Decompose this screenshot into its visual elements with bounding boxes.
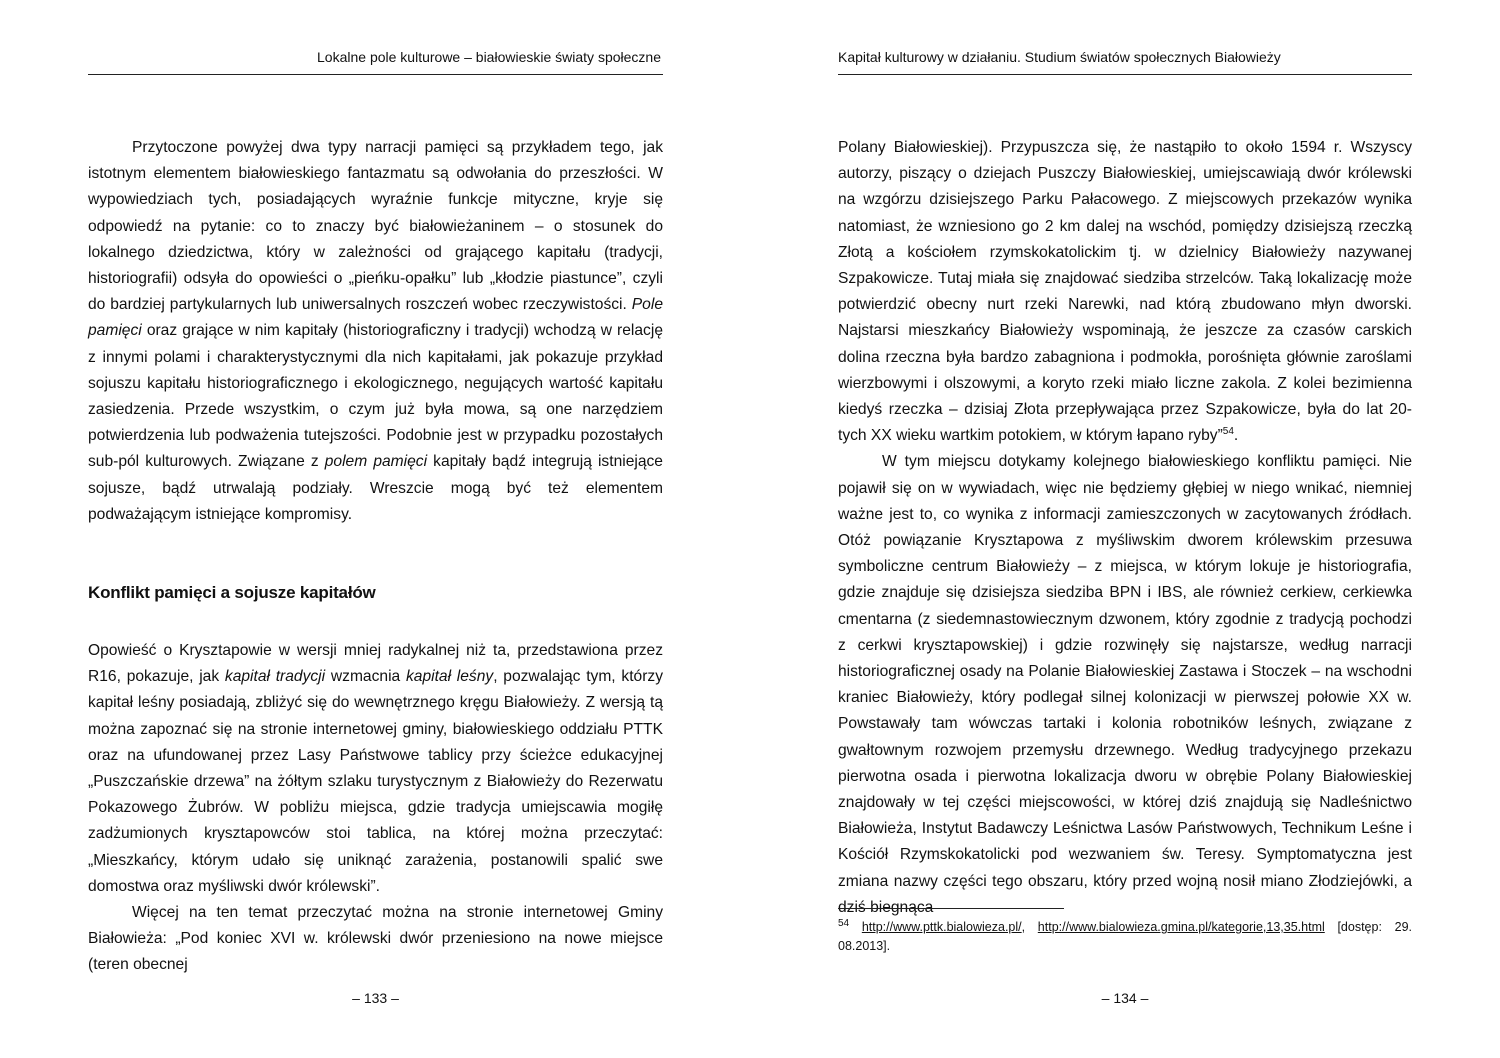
right-body-text [838,135,1412,921]
footnote-number: 54 [838,917,850,929]
footnote-link-gmina[interactable]: http://www.bialowieza.gmina.pl/kategorie,13,35.html [1037,920,1325,934]
footnote-link-pttk[interactable]: http://www.pttk.bialowieza.pl/ [861,920,1022,934]
left-page [88,0,663,1058]
left-paragraph-1: Przytoczone powyżej dwa typy narracji pamięci są przykładem tego, jak istotnym elementem białowieskiego fantazmatu są odwołania do przeszłości. W wypowiedziach tych, posiadających wyraźnie funkcje mityczne, kryje się odpowiedź na pytanie: co to znaczy być białowieżaninem – o stosunek do lokalnego dziedzictwa, który w zależności od grającego kapitału (tradycji, historiografii) odsyła do opowieści o „pieńku-opałku” lub „kłodzie piastunce”, czyli do bardziej partykularnych lub uniwersalnych roszczeń wobec rzeczywistości. Pole pamięci oraz grające w nim kapitały (historiograficzny i tradycji) wchodzą w relację z innymi polami i charakterystycznymi dla nich kapitałami, jak pokazuje przykład sojuszu kapitału historiograficznego i ekologicznego, negujących wartość kapitału zasiedzenia. Przede wszystkim, o czym już była mowa, są one narzędziem potwierdzenia lub podważenia tutejszości. Podobnie jest w przypadku pozostałych sub-pól kulturowych. Związane z polem pamięci kapitały bądź integrują istniejące sojusze, bądź utrwalają podziały. Wreszcie mogą być też elementem podważającym istniejące kompromisy. [88,139,663,523]
footnote-reference[interactable]: 54 [1222,426,1234,438]
right-paragraph-1: Polany Białowieskiej). Przypuszcza się, że nastąpiło to około 1594 r. Wszyscy autorzy, piszący o dziejach Puszczy Białowieskiej, umiejscawiają dwór królewski na wzgórzu dzisiejszego Parku Pałacowego. Z miejscowych przekazów wynika natomiast, że wzniesiono go 2 km dalej na wschód, pomiędzy dzisiejszą rzeczką Złotą a kościołem rzymskokatolickim tj. w dzielnicy Białowieży nazywanej Szpakowicze. Tutaj miała się znajdować siedziba strzelców. Taką lokalizację może potwierdzić obecny nurt rzeki Narewki, nad którą zbudowano młyn dworski. Najstarsi mieszkańcy Białowieży wspominają, że jeszcze za czasów carskich dolina rzeczna była bardzo zabagniona i podmokła, porośnięta głównie zaroślami wierzbowymi i olszowymi, a koryto rzeki miało liczne zakola. Z kolei bezimienna kiedyś rzeczka – dzisiaj Złota przepływająca przez Szpakowicze, była do lat 20-tych XX wieku wartkim potokiem, w którym łapano ryby”$^{54}$. [838,139,1412,445]
section-heading: Konflikt pamięci a sojusze kapitałów [88,583,376,603]
footnote: $^{54}$ http://www.pttk.bialowieza.pl/, http://www.bialowieza.gmina.pl/kategorie,13,35.html [dostęp: 29. 08.2013]. [838,917,1412,953]
right-page [838,0,1412,1058]
running-head-right: Kapitał kulturowy w działaniu. Studium światów społecznych Białowieży [838,48,1412,75]
running-head-left: Lokalne pole kulturowe – białowieskie światy społeczne [88,48,663,75]
left-paragraph-2: Opowieść o Krysztapowie w wersji mniej radykalnej niż ta, przedstawiona przez R16, pokazuje, jak kapitał tradycji wzmacnia kapitał leśny, pozwalając tym, którzy kapitał leśny posiadają, zbliżyć się do wewnętrznego kręgu Białowieży. Z wersją tą można zapoznać się na stronie internetowej gminy, białowieskiego oddziału PTTK oraz na ufundowanej przez Lasy Państwowe tablicy przy ścieżce edukacyjnej „Puszczańskie drzewa” na żółtym szlaku turystycznym z Białowieży do Rezerwatu Pokazowego Żubrów. W pobliżu miejsca, gdzie tradycja umiejscawia mogiłę zadżumionych krysztapowców stoi tablica, na której można przeczytać: „Mieszkańcy, którym udało się uniknąć zarażenia, postanowili spalić swe domostwa oraz myśliwski dwór królewski”. [88,642,663,895]
right-paragraph-2: W tym miejscu dotykamy kolejnego białowieskiego konfliktu pamięci. Nie pojawił się on w wywiadach, więc nie będziemy głębiej w niego wnikać, niemniej ważne jest to, co wynika z informacji zamieszczonych w zacytowanych źródłach. Otóż powiązanie Krysztapowa z myśliwskim dworem królewskim przesuwa symboliczne centrum Białowieży – z miejsca, w którym lokuje je historiografia, gdzie znajduje się dzisiejsza siedziba BPN i IBS, ale również cerkiew, cerkiewka cmentarna (z siedemnastowiecznym dzwonem, który zgodnie z tradycją pochodzi z cerkwi krysztapowskiej) i gdzie rozwinęły się najstarsze, według narracji historiograficznej osady na Polanie Białowieskiej Zastawa i Stoczek – na wschodni kraniec Białowieży, który podlegał silnej kolonizacji w pierwszej połowie XX w. Powstawały tam wówczas tartaki i kolonia robotników leśnych, związane z gwałtownym rozwojem przemysłu drzewnego. Według tradycyjnego przekazu pierwotna osada i pierwotna lokalizacja dworu w obrębie Polany Białowieskiej znajdowały w tej części miejscowości, w której dziś znajdują się Nadleśnictwo Białowieża, Instytut Badawczy Leśnictwa Lasów Państwowych, Technikum Leśne i Kościół Rzymskokatolicki pod wezwaniem św. Teresy. Symptomatyczna jest zmiana nazwy części tego obszaru, który przed wojną nosił miano Złodziejówki, a dziś biegnąca [838,453,1412,916]
left-paragraph-3: Więcej na ten temat przeczytać można na stronie internetowej Gminy Białowieża: „Pod koniec XVI w. królewski dwór przeniesiono na nowe miejsce (teren obecnej [88,904,663,974]
left-body-text [88,135,663,979]
footnote-divider [838,908,1064,909]
page-number-right: – 134 – [1101,990,1149,1006]
page-number-left: – 133 – [352,990,399,1006]
